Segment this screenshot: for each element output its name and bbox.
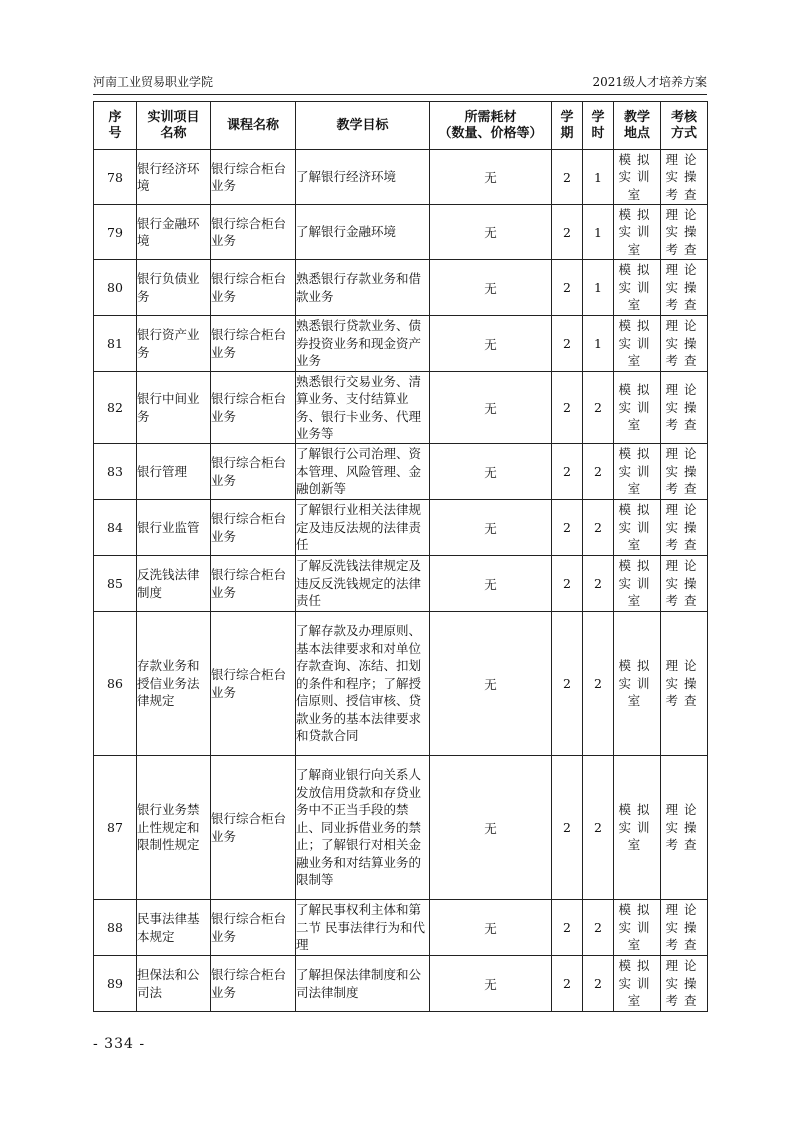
cell-hours: 2 xyxy=(583,556,614,612)
cell-assess: 理论实操考查 xyxy=(661,316,708,372)
cell-materials: 无 xyxy=(430,956,552,1012)
cell-project: 银行业务禁止性规定和限制性规定 xyxy=(137,756,211,900)
cell-assess: 理论实操考查 xyxy=(661,956,708,1012)
cell-seq: 84 xyxy=(94,500,137,556)
cell-location: 模拟实训室 xyxy=(614,756,661,900)
cell-project: 银行资产业务 xyxy=(137,316,211,372)
cell-course: 银行综合柜台业务 xyxy=(211,150,296,205)
cell-course: 银行综合柜台业务 xyxy=(211,612,296,756)
cell-hours: 1 xyxy=(583,316,614,372)
cell-goal: 熟悉银行贷款业务、债券投资业务和现金资产业务 xyxy=(296,316,430,372)
cell-goal: 了解担保法律制度和公司法律制度 xyxy=(296,956,430,1012)
cell-project: 存款业务和授信业务法律规定 xyxy=(137,612,211,756)
cell-hours: 2 xyxy=(583,500,614,556)
cell-hours: 1 xyxy=(583,260,614,316)
cell-term: 2 xyxy=(552,205,583,260)
col-goal: 教学目标 xyxy=(296,102,430,150)
page-number: - 334 - xyxy=(93,1036,146,1052)
cell-course: 银行综合柜台业务 xyxy=(211,316,296,372)
cell-location: 模拟实训室 xyxy=(614,956,661,1012)
cell-materials: 无 xyxy=(430,500,552,556)
header-rule xyxy=(93,94,707,95)
cell-seq: 82 xyxy=(94,372,137,444)
table-row xyxy=(94,260,708,316)
cell-project: 反洗钱法律制度 xyxy=(137,556,211,612)
table-row xyxy=(94,444,708,500)
cell-location: 模拟实训室 xyxy=(614,612,661,756)
cell-goal: 了解银行公司治理、资本管理、风险管理、金融创新等 xyxy=(296,444,430,500)
cell-location: 模拟实训室 xyxy=(614,372,661,444)
table-row xyxy=(94,372,708,444)
cell-project: 银行负债业务 xyxy=(137,260,211,316)
cell-course: 银行综合柜台业务 xyxy=(211,205,296,260)
col-materials-label: 所需耗材 xyxy=(464,109,517,125)
cell-seq: 83 xyxy=(94,444,137,500)
cell-term: 2 xyxy=(552,900,583,956)
cell-hours: 1 xyxy=(583,205,614,260)
cell-hours: 2 xyxy=(583,372,614,444)
cell-location: 模拟实训室 xyxy=(614,316,661,372)
page-header xyxy=(93,72,707,92)
cell-assess: 理论实操考查 xyxy=(661,444,708,500)
cell-hours: 2 xyxy=(583,444,614,500)
cell-location: 模拟实训室 xyxy=(614,900,661,956)
col-course: 课程名称 xyxy=(211,102,296,150)
cell-course: 银行综合柜台业务 xyxy=(211,444,296,500)
col-project: 实训项目名称 xyxy=(137,102,211,150)
cell-term: 2 xyxy=(552,956,583,1012)
table-row xyxy=(94,150,708,205)
cell-project: 银行金融环境 xyxy=(137,205,211,260)
cell-course: 银行综合柜台业务 xyxy=(211,372,296,444)
cell-assess: 理论实操考查 xyxy=(661,612,708,756)
cell-assess: 理论实操考查 xyxy=(661,372,708,444)
cell-goal: 了解银行业相关法律规定及违反法规的法律责任 xyxy=(296,500,430,556)
cell-goal: 了解商业银行向关系人发放信用贷款和存贷业务中不正当手段的禁止、同业拆借业务的禁止；了解银行对相关金融业务和对结算业务的限制等 xyxy=(296,756,430,900)
cell-seq: 78 xyxy=(94,150,137,205)
col-location: 教学地点 xyxy=(614,102,661,150)
cell-materials: 无 xyxy=(430,756,552,900)
cell-goal: 了解银行经济环境 xyxy=(296,150,430,205)
cell-term: 2 xyxy=(552,612,583,756)
cell-course: 银行综合柜台业务 xyxy=(211,956,296,1012)
cell-location: 模拟实训室 xyxy=(614,205,661,260)
cell-course: 银行综合柜台业务 xyxy=(211,756,296,900)
col-hours: 学时 xyxy=(583,102,614,150)
cell-materials: 无 xyxy=(430,205,552,260)
cell-course: 银行综合柜台业务 xyxy=(211,900,296,956)
col-materials xyxy=(430,102,552,150)
cell-project: 银行管理 xyxy=(137,444,211,500)
cell-goal: 熟悉银行存款业务和借款业务 xyxy=(296,260,430,316)
cell-goal: 熟悉银行交易业务、清算业务、支付结算业务、银行卡业务、代理业务等 xyxy=(296,372,430,444)
cell-term: 2 xyxy=(552,372,583,444)
cell-course: 银行综合柜台业务 xyxy=(211,556,296,612)
cell-seq: 81 xyxy=(94,316,137,372)
cell-materials: 无 xyxy=(430,316,552,372)
cell-materials: 无 xyxy=(430,444,552,500)
table-row xyxy=(94,956,708,1012)
cell-materials: 无 xyxy=(430,612,552,756)
cell-term: 2 xyxy=(552,556,583,612)
cell-hours: 2 xyxy=(583,956,614,1012)
cell-seq: 80 xyxy=(94,260,137,316)
cell-seq: 89 xyxy=(94,956,137,1012)
cell-project: 银行中间业务 xyxy=(137,372,211,444)
cell-term: 2 xyxy=(552,500,583,556)
cell-hours: 2 xyxy=(583,612,614,756)
cell-goal: 了解民事权利主体和第二节 民事法律行为和代理 xyxy=(296,900,430,956)
cell-goal: 了解存款及办理原则、基本法律要求和对单位存款查询、冻结、扣划的条件和程序；了解授信原则、授信审核、贷款业务的基本法律要求和贷款合同 xyxy=(296,612,430,756)
cell-location: 模拟实训室 xyxy=(614,444,661,500)
cell-seq: 87 xyxy=(94,756,137,900)
cell-assess: 理论实操考查 xyxy=(661,756,708,900)
cell-project: 银行业监管 xyxy=(137,500,211,556)
cell-hours: 2 xyxy=(583,900,614,956)
cell-term: 2 xyxy=(552,444,583,500)
table-row xyxy=(94,756,708,900)
cell-materials: 无 xyxy=(430,372,552,444)
col-term: 学期 xyxy=(552,102,583,150)
cell-seq: 88 xyxy=(94,900,137,956)
cell-term: 2 xyxy=(552,316,583,372)
cell-assess: 理论实操考查 xyxy=(661,260,708,316)
cell-project: 民事法律基本规定 xyxy=(137,900,211,956)
table-row xyxy=(94,900,708,956)
col-assess: 考核方式 xyxy=(661,102,708,150)
cell-assess: 理论实操考查 xyxy=(661,205,708,260)
header-plan-title: 2021级人才培养方案 xyxy=(592,75,707,89)
cell-hours: 1 xyxy=(583,150,614,205)
training-table xyxy=(93,101,708,1012)
cell-term: 2 xyxy=(552,150,583,205)
cell-assess: 理论实操考查 xyxy=(661,556,708,612)
cell-materials: 无 xyxy=(430,900,552,956)
cell-project: 银行经济环境 xyxy=(137,150,211,205)
cell-location: 模拟实训室 xyxy=(614,150,661,205)
cell-term: 2 xyxy=(552,756,583,900)
cell-seq: 86 xyxy=(94,612,137,756)
cell-assess: 理论实操考查 xyxy=(661,900,708,956)
header-school: 河南工业贸易职业学院 xyxy=(93,75,214,89)
cell-materials: 无 xyxy=(430,260,552,316)
cell-location: 模拟实训室 xyxy=(614,556,661,612)
cell-goal: 了解反洗钱法律规定及违反反洗钱规定的法律责任 xyxy=(296,556,430,612)
cell-hours: 2 xyxy=(583,756,614,900)
table-row xyxy=(94,500,708,556)
cell-course: 银行综合柜台业务 xyxy=(211,260,296,316)
cell-seq: 79 xyxy=(94,205,137,260)
cell-location: 模拟实训室 xyxy=(614,500,661,556)
cell-project: 担保法和公司法 xyxy=(137,956,211,1012)
cell-location: 模拟实训室 xyxy=(614,260,661,316)
cell-goal: 了解银行金融环境 xyxy=(296,205,430,260)
table-row xyxy=(94,556,708,612)
table-header-row xyxy=(94,102,708,150)
cell-seq: 85 xyxy=(94,556,137,612)
cell-course: 银行综合柜台业务 xyxy=(211,500,296,556)
cell-materials: 无 xyxy=(430,150,552,205)
cell-term: 2 xyxy=(552,260,583,316)
cell-assess: 理论实操考查 xyxy=(661,500,708,556)
col-materials-sub: （数量、价格等） xyxy=(438,125,543,141)
cell-materials: 无 xyxy=(430,556,552,612)
table-row xyxy=(94,316,708,372)
col-seq: 序号 xyxy=(94,102,137,150)
table-row xyxy=(94,205,708,260)
table-row xyxy=(94,612,708,756)
cell-assess: 理论实操考查 xyxy=(661,150,708,205)
